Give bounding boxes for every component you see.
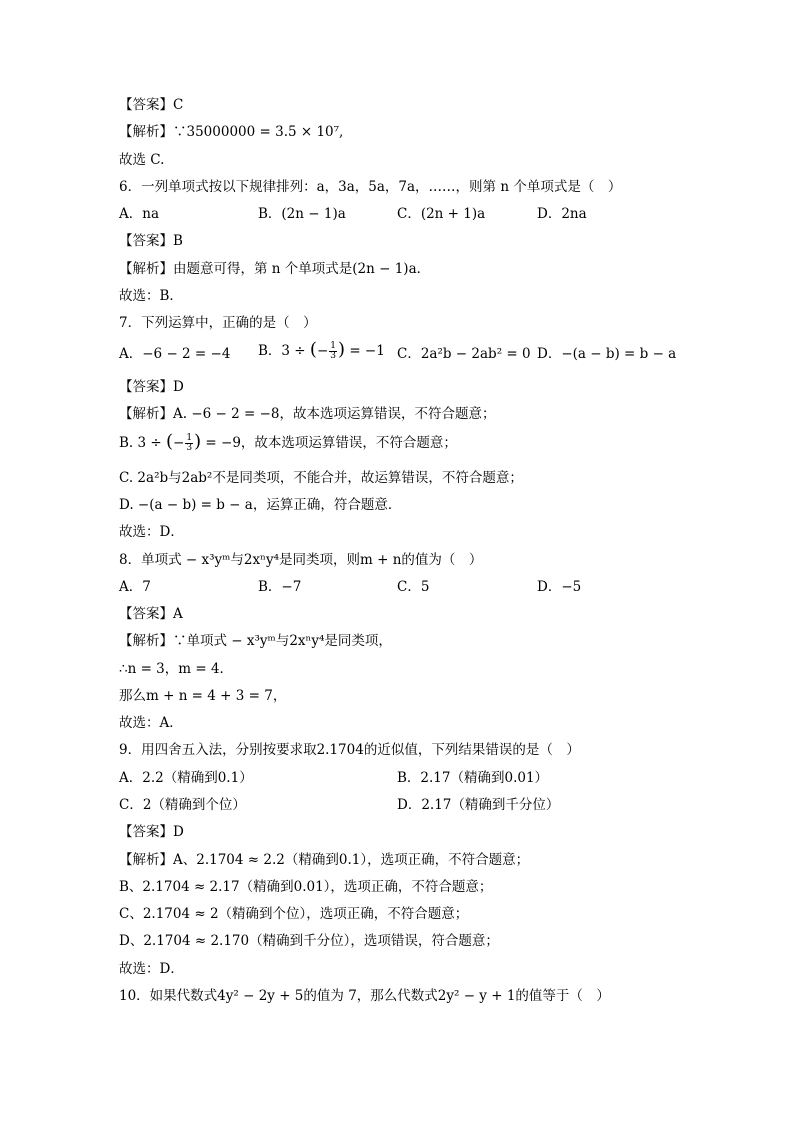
fraction-denominator: 3 [330, 351, 336, 361]
fraction-numerator: 1 [186, 433, 193, 443]
q6-option-c: C．(2n + 1)a [397, 206, 486, 222]
q9-conclusion: 故选：D． [119, 961, 184, 977]
q7-analysis-c: C. 2a²b与2ab²不是同类项，不能合并，故运算错误，不符合题意； [119, 470, 523, 486]
q7-analysis-b-pre: B. 3 ÷ [119, 435, 162, 451]
q9-analysis-d: D、2.1704 ≈ 2.170（精确到千分位），选项错误，符合题意； [119, 933, 499, 949]
q6-option-b: B．(2n − 1)a [258, 206, 346, 222]
q9-analysis-a: 【解析】A、2.1704 ≈ 2.2（精确到0.1），选项正确，不符合题意； [119, 852, 530, 868]
q8-answer: 【答案】A [119, 606, 183, 622]
q10-question: 10．如果代数式4y² − 2y + 5的值为 7，那么代数式2y² − y + 1的值等于（ ） [119, 988, 610, 1004]
q8-option-b: B．−7 [258, 579, 302, 595]
q8-option-a: A．7 [119, 579, 151, 595]
q7-option-b-post: = −1 [349, 343, 385, 359]
fraction-numerator: 1 [330, 341, 336, 351]
q6-option-d: D．2na [537, 206, 587, 222]
q7-answer: 【答案】D [119, 379, 184, 395]
q9-question: 9．用四舍五入法，分别按要求取2.1704的近似值，下列结果错误的是（ ） [119, 742, 580, 758]
q8-question: 8．单项式 − x³yᵐ与2xⁿy⁴是同类项，则m + n的值为（ ） [119, 552, 483, 568]
q8-step-1: ∴n = 3，m = 4． [119, 661, 234, 677]
q9-option-a: A．2.2（精确到0.1） [119, 770, 253, 786]
q6-option-a: A．na [119, 206, 159, 222]
q7-option-d: D．−(a − b) = b − a [537, 346, 677, 362]
q7-conclusion: 故选：D． [119, 524, 184, 540]
q7-analysis-d: D. −(a − b) = b − a，运算正确，符合题意． [119, 497, 402, 513]
q8-option-d: D．−5 [537, 579, 582, 595]
q8-option-c: C．5 [397, 579, 430, 595]
q7-analysis-b: B. 3 ÷ (− $\frac{1}{3}$ ) = −9，故本选项运算错误，不符合题意； [119, 431, 457, 453]
q7-option-c: C．2a²b − 2ab² = 0 [397, 346, 531, 362]
fraction-denominator: 3 [186, 443, 193, 453]
q5-conclusion: 故选 C. [119, 152, 165, 168]
q6-answer: 【答案】B [119, 233, 183, 249]
q9-option-d: D．2.17（精确到千分位） [397, 797, 560, 813]
q9-analysis-c: C、2.1704 ≈ 2（精确到个位），选项正确，不符合题意； [119, 906, 469, 922]
q7-analysis-b-post: = −9，故本选项运算错误，不符合题意； [205, 435, 457, 451]
q8-conclusion: 故选：A． [119, 715, 183, 731]
q5-answer: 【答案】C [119, 97, 184, 113]
q7-question: 7．下列运算中，正确的是（ ） [119, 315, 317, 331]
q7-option-b-pre: B．3 ÷ [258, 343, 306, 359]
q9-analysis-b: B、2.1704 ≈ 2.17（精确到0.01），选项正确，不符合题意； [119, 879, 493, 895]
q7-analysis-a: 【解析】A. −6 − 2 = −8，故本选项运算错误，不符合题意； [119, 406, 496, 422]
q9-option-b: B．2.17（精确到0.01） [397, 770, 549, 786]
q8-analysis: 【解析】∵单项式 − x³yᵐ与2xⁿy⁴是同类项， [119, 633, 392, 649]
q6-question: 6．一列单项式按以下规律排列：a，3a，5a，7a，……，则第 n 个单项式是（ ） [119, 179, 622, 195]
q6-analysis: 【解析】由题意可得，第 n 个单项式是(2n − 1)a． [119, 261, 431, 277]
q9-answer: 【答案】D [119, 824, 184, 840]
fraction [329, 342, 337, 361]
fraction [185, 434, 193, 453]
q9-option-c: C．2（精确到个位） [119, 797, 246, 813]
q6-conclusion: 故选：B． [119, 288, 183, 304]
q8-step-2: 那么m + n = 4 + 3 = 7， [119, 688, 287, 704]
q5-analysis: 【解析】∵35000000 = 3.5 × 10⁷, [119, 124, 344, 140]
q7-option-a: A．−6 − 2 = −4 [119, 346, 231, 362]
q7-option-b: B．3 ÷ (− $\frac{1}{3}$ ) = −1 [258, 339, 385, 361]
